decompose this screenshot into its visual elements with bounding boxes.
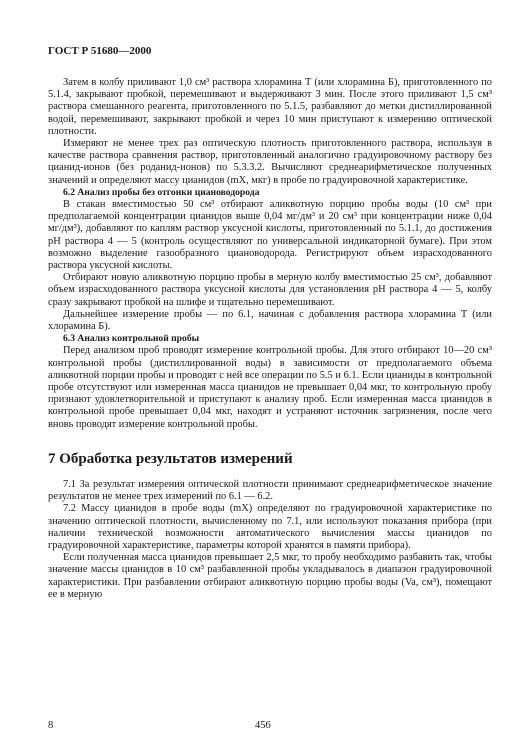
subsection-title-6-2: 6.2 Анализ пробы без отгонки циановодорода	[63, 186, 260, 198]
paragraph: 7.1 За результат измерения оптической плотности принимают среднеарифметическое значение результатов не менее трех измерений по 6.1 — 6.2.	[48, 478, 492, 503]
document-body	[48, 77, 492, 601]
section-title-7: 7 Обработка результатов измерений	[48, 450, 293, 467]
page-number: 8	[48, 720, 54, 731]
paragraph: Дальнейшее измерение пробы — по 6.1, начиная с добавления раствора хлорамина Т (или хлорамина Б).	[48, 308, 492, 333]
sheet-number: 456	[255, 720, 271, 731]
paragraph: Перед анализом проб проводят измерение контрольной пробы. Для этого отбирают 10—20 см³ контрольной пробы (дистиллированной воды) в зависимости от предполагаемого объема аликвотной порции пробы и проводят с ней все операции по 5.5 и 6.1. Если цианиды в контрольной пробе отсутствуют или измеренная масса цианидов не превышает 0,04 мкг, то контрольную пробу признают удовлетворительной и приступают к анализу проб. Если измеренная масса цианидов в контрольной пробе превышает 0,04 мкг, находят и устраняют источник загрязнения, после чего вновь проводят измерение контрольной пробы.	[48, 345, 492, 430]
paragraph: Отбирают новую аликвотную порцию пробы в мерную колбу вместимостью 25 см³, добавляют объем израсходованного раствора уксусной кислоты для установления pH раствора 4 — 5, колбу сразу закрывают пробкой на шлифе и тщательно перемешивают.	[48, 272, 492, 308]
paragraph: В стакан вместимостью 50 см³ отбирают аликвотную порцию пробы воды (10 см³ при предполагаемой концентрации цианидов выше 0,04 мг/дм³ и 20 см³ при концентрации ниже 0,04 мг/дм³), добавляют по каплям раствор уксусной кислоты, приготовленный по 5.1.1, до достижения pH раствора 4 — 5 (контроль осуществляют по универсальной индикаторной бумаге). При этом возможно выделение газообразного циановодорода. Регистрируют объем израсходованного раствора уксусной кислоты.	[48, 199, 492, 272]
subsection-title-6-3: 6.3 Анализ контрольной пробы	[63, 333, 200, 345]
paragraph: 7.2 Массу цианидов в пробе воды (mX) определяют по градуировочной характеристике по значению оптической плотности, вычисленному по 7.1, или используют показания прибора (при наличии технической возможности автоматического вычисления массы цианидов по градуировочной характеристике, параметры которой хранятся в памяти прибора).	[48, 503, 492, 551]
standard-header: ГОСТ Р 51680—2000	[48, 45, 152, 57]
paragraph: Затем в колбу приливают 1,0 см³ раствора хлорамина Т (или хлорамина Б), приготовленного по 5.1.4, закрывают пробкой, перемешивают и выдерживают 3 мин. После этого приливают 1,5 см³ раствора смешанного реагента, приготовленного по 5.1.5, разбавляют до метки дистиллированной водой, перемешивают, закрывают пробкой и через 10 мин приступают к измерению оптической плотности.	[48, 77, 492, 137]
paragraph: Измеряют не менее трех раз оптическую плотность приготовленного раствора, используя в качестве раствора сравнения раствор, приготовленный аналогично градуировочному раствору без цианид-ионов (без роданид-ионов) по 5.3.3.2. Вычисляют среднеарифметическое полученных значений и определяют массу цианидов (mX, мкг) в пробе по градуировочной характеристике.	[48, 138, 492, 186]
paragraph: Если полученная масса цианидов превышает 2,5 мкг, то пробу необходимо разбавить так, чтобы значение массы цианидов в 10 см³ разбавленной пробы укладывалось в диапазон градуировочной характеристики. При разбавлении отбирают аликвотную порцию пробы воды (Va, см³), помещают ее в мерную	[48, 552, 492, 600]
